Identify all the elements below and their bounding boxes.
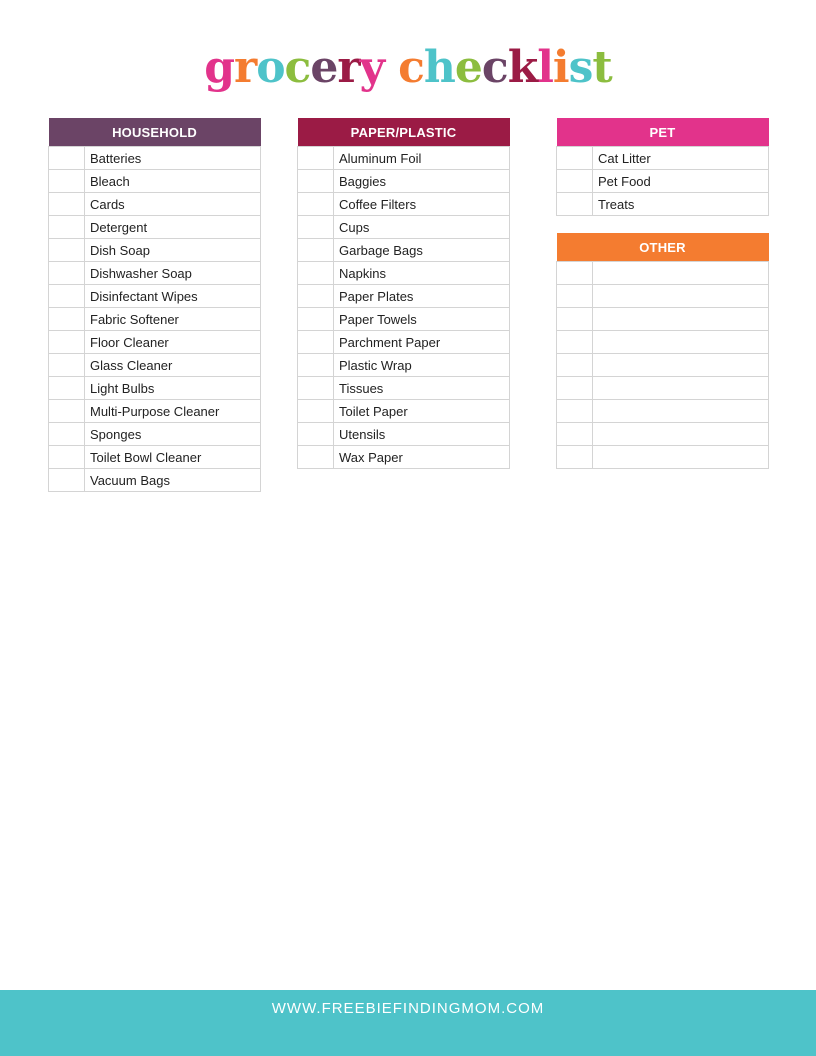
checklist-row: [298, 331, 510, 354]
checkbox-cell[interactable]: [557, 193, 593, 216]
page-title: [0, 38, 816, 98]
checklist-row: [49, 239, 261, 262]
checklist-row: [557, 354, 769, 377]
item-label: Light Bulbs: [85, 377, 261, 400]
checklist-row: [557, 170, 769, 193]
item-label: Coffee Filters: [334, 193, 510, 216]
checkbox-cell[interactable]: [49, 354, 85, 377]
other-header: OTHER: [557, 233, 769, 262]
item-label[interactable]: [593, 446, 769, 469]
checkbox-cell[interactable]: [298, 354, 334, 377]
checklist-row: [298, 354, 510, 377]
checkbox-cell[interactable]: [298, 193, 334, 216]
checklist-row: [557, 147, 769, 170]
pet-table: [556, 118, 769, 216]
item-label: Napkins: [334, 262, 510, 285]
checklist-row: [49, 400, 261, 423]
title-letter: i: [552, 42, 569, 93]
item-label: Glass Cleaner: [85, 354, 261, 377]
checkbox-cell[interactable]: [49, 193, 85, 216]
household-header: HOUSEHOLD: [49, 118, 261, 147]
item-label[interactable]: [593, 354, 769, 377]
checkbox-cell[interactable]: [49, 170, 85, 193]
checklist-row: [557, 262, 769, 285]
checklist-row: [49, 423, 261, 446]
title-letter: e: [454, 42, 482, 93]
checkbox-cell[interactable]: [557, 423, 593, 446]
checkbox-cell[interactable]: [557, 147, 593, 170]
item-label: Treats: [593, 193, 769, 216]
checklist-row: [49, 285, 261, 308]
title-letter: e: [310, 42, 338, 93]
checklist-row: [49, 262, 261, 285]
title-letter: k: [507, 42, 538, 93]
checkbox-cell[interactable]: [49, 216, 85, 239]
checklist-row: [49, 331, 261, 354]
checkbox-cell[interactable]: [557, 308, 593, 331]
checklist-row: [557, 400, 769, 423]
checklist-row: [298, 170, 510, 193]
item-label[interactable]: [593, 400, 769, 423]
item-label: Parchment Paper: [334, 331, 510, 354]
item-label: Sponges: [85, 423, 261, 446]
item-label: Wax Paper: [334, 446, 510, 469]
item-label: Utensils: [334, 423, 510, 446]
checklist-row: [298, 446, 510, 469]
item-label: Floor Cleaner: [85, 331, 261, 354]
checklist-row: [557, 377, 769, 400]
checkbox-cell[interactable]: [298, 216, 334, 239]
item-label: Detergent: [85, 216, 261, 239]
item-label: Fabric Softener: [85, 308, 261, 331]
checkbox-cell[interactable]: [557, 262, 593, 285]
checklist-row: [49, 469, 261, 492]
item-label[interactable]: [593, 331, 769, 354]
item-label[interactable]: [593, 262, 769, 285]
title-letter: r: [234, 42, 257, 93]
checkbox-cell[interactable]: [49, 239, 85, 262]
checklist-row: [298, 239, 510, 262]
checklist-row: [298, 423, 510, 446]
paper-plastic-table: [297, 118, 510, 469]
checkbox-cell[interactable]: [49, 400, 85, 423]
checkbox-cell[interactable]: [49, 147, 85, 170]
checkbox-cell[interactable]: [298, 308, 334, 331]
title-letter: o: [256, 42, 285, 93]
title-letter: y: [359, 42, 385, 93]
checklist-row: [557, 423, 769, 446]
item-label: Toilet Bowl Cleaner: [85, 446, 261, 469]
item-label: Dishwasher Soap: [85, 262, 261, 285]
checkbox-cell[interactable]: [298, 262, 334, 285]
household-table: [48, 118, 261, 492]
checkbox-cell[interactable]: [298, 423, 334, 446]
item-label: Vacuum Bags: [85, 469, 261, 492]
checkbox-cell[interactable]: [298, 446, 334, 469]
title-letter: c: [398, 42, 424, 93]
title-letter: l: [537, 42, 553, 93]
title-letter: h: [423, 42, 455, 93]
item-label[interactable]: [593, 423, 769, 446]
checklist-row: [49, 147, 261, 170]
checkbox-cell[interactable]: [557, 170, 593, 193]
checkbox-cell[interactable]: [298, 331, 334, 354]
checkbox-cell[interactable]: [298, 170, 334, 193]
item-label: Aluminum Foil: [334, 147, 510, 170]
checklist-row: [557, 285, 769, 308]
checklist-row: [298, 147, 510, 170]
title-letter: c: [481, 42, 508, 93]
checklist-row: [557, 308, 769, 331]
title-letter: [384, 38, 398, 98]
checklist-row: [557, 331, 769, 354]
checkbox-cell[interactable]: [557, 331, 593, 354]
item-label: Baggies: [334, 170, 510, 193]
item-label: Cards: [85, 193, 261, 216]
checklist-row: [49, 170, 261, 193]
item-label[interactable]: [593, 308, 769, 331]
checkbox-cell[interactable]: [49, 285, 85, 308]
checklist-row: [298, 308, 510, 331]
pet-header: PET: [557, 118, 769, 147]
item-label[interactable]: [593, 285, 769, 308]
checkbox-cell[interactable]: [298, 377, 334, 400]
checkbox-cell[interactable]: [49, 308, 85, 331]
item-label: Pet Food: [593, 170, 769, 193]
checklist-row: [298, 262, 510, 285]
checklist-row: [557, 193, 769, 216]
item-label: Bleach: [85, 170, 261, 193]
checkbox-cell[interactable]: [49, 469, 85, 492]
item-label: Batteries: [85, 147, 261, 170]
checklist-row: [49, 193, 261, 216]
checkbox-cell[interactable]: [49, 377, 85, 400]
footer-bar: [0, 990, 816, 1056]
other-table: [556, 233, 769, 469]
item-label: Tissues: [334, 377, 510, 400]
checkbox-cell[interactable]: [557, 354, 593, 377]
checklist-row: [49, 354, 261, 377]
item-label: Cups: [334, 216, 510, 239]
item-label: Multi-Purpose Cleaner: [85, 400, 261, 423]
checklist-row: [298, 400, 510, 423]
paper-plastic-header: PAPER/PLASTIC: [298, 118, 510, 147]
item-label: Paper Towels: [334, 308, 510, 331]
checkbox-cell[interactable]: [49, 423, 85, 446]
checklist-row: [49, 216, 261, 239]
item-label: Disinfectant Wipes: [85, 285, 261, 308]
checkbox-cell[interactable]: [49, 262, 85, 285]
title-letter: s: [568, 42, 593, 93]
title-letter: r: [337, 42, 360, 93]
checkbox-cell[interactable]: [557, 400, 593, 423]
item-label: Dish Soap: [85, 239, 261, 262]
item-label: Plastic Wrap: [334, 354, 510, 377]
title-letter: g: [204, 42, 234, 93]
title-letter: t: [592, 42, 612, 93]
checklist-row: [298, 285, 510, 308]
checklist-row: [557, 446, 769, 469]
checklist-row: [49, 446, 261, 469]
checkbox-cell[interactable]: [298, 285, 334, 308]
checklist-row: [49, 377, 261, 400]
title-letter: c: [284, 42, 311, 93]
item-label: Paper Plates: [334, 285, 510, 308]
checklist-row: [298, 377, 510, 400]
checklist-row: [49, 308, 261, 331]
item-label: Garbage Bags: [334, 239, 510, 262]
checkbox-cell[interactable]: [298, 147, 334, 170]
checkbox-cell[interactable]: [49, 331, 85, 354]
checkbox-cell[interactable]: [298, 400, 334, 423]
checkbox-cell[interactable]: [557, 446, 593, 469]
checkbox-cell[interactable]: [557, 377, 593, 400]
checklist-row: [298, 193, 510, 216]
item-label[interactable]: [593, 377, 769, 400]
checkbox-cell[interactable]: [298, 239, 334, 262]
checkbox-cell[interactable]: [557, 285, 593, 308]
checklist-row: [298, 216, 510, 239]
checkbox-cell[interactable]: [49, 446, 85, 469]
website-link[interactable]: WWW.FREEBIEFINDINGMOM.COM: [271, 1000, 545, 1017]
item-label: Toilet Paper: [334, 400, 510, 423]
item-label: Cat Litter: [593, 147, 769, 170]
